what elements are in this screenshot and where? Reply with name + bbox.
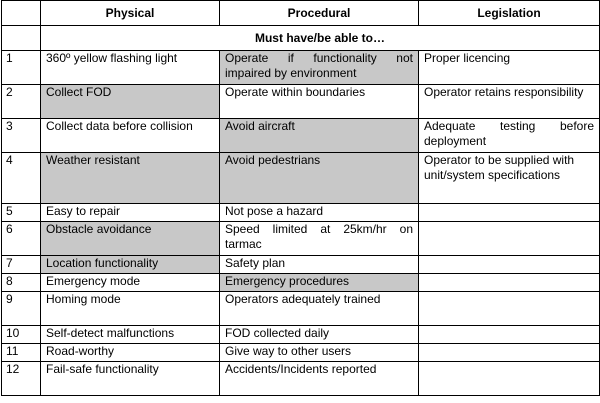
row-number: 10 (2, 326, 41, 344)
physical-cell: Emergency mode (41, 274, 220, 292)
header-legislation: Legislation (419, 1, 600, 26)
table-row (2, 256, 600, 274)
physical-cell: Self-detect malfunctions (41, 326, 220, 344)
procedural-cell: Avoid aircraft (220, 119, 419, 153)
table-row (2, 51, 600, 85)
row-number: 3 (2, 119, 41, 153)
row-number: 8 (2, 274, 41, 292)
physical-cell: Homing mode (41, 292, 220, 326)
procedural-cell: Safety plan (220, 256, 419, 274)
procedural-cell: Accidents/Incidents reported (220, 362, 419, 396)
procedural-cell: Operate within boundaries (220, 85, 419, 119)
legislation-cell: Adequate testing before deployment (419, 119, 600, 153)
row-number: 5 (2, 204, 41, 222)
legislation-cell (419, 256, 600, 274)
physical-cell: Fail-safe functionality (41, 362, 220, 396)
legislation-cell (419, 362, 600, 396)
table-row (2, 326, 600, 344)
procedural-cell: Not pose a hazard (220, 204, 419, 222)
physical-cell: Obstacle avoidance (41, 222, 220, 256)
physical-cell: Road-worthy (41, 344, 220, 362)
subheader-empty-cell (2, 26, 41, 51)
legislation-cell (419, 292, 600, 326)
procedural-cell: Give way to other users (220, 344, 419, 362)
header-number (2, 1, 41, 26)
procedural-cell: Operate if functionality not impaired by environment (220, 51, 419, 85)
row-number: 4 (2, 153, 41, 204)
procedural-cell: Avoid pedestrians (220, 153, 419, 204)
legislation-cell: Operator to be supplied with unit/system specifications (419, 153, 600, 204)
row-number: 7 (2, 256, 41, 274)
subheader-row (2, 26, 600, 51)
legislation-cell (419, 204, 600, 222)
table-row (2, 344, 600, 362)
table-row (2, 119, 600, 153)
row-number: 1 (2, 51, 41, 85)
physical-cell: 360º yellow flashing light (41, 51, 220, 85)
legislation-cell (419, 274, 600, 292)
row-number: 11 (2, 344, 41, 362)
row-number: 2 (2, 85, 41, 119)
legislation-cell: Proper licencing (419, 51, 600, 85)
procedural-cell: Emergency procedures (220, 274, 419, 292)
legislation-cell (419, 344, 600, 362)
table-row (2, 274, 600, 292)
table-row (2, 204, 600, 222)
legislation-cell (419, 326, 600, 344)
row-number: 9 (2, 292, 41, 326)
legislation-cell (419, 222, 600, 256)
header-row (2, 1, 600, 26)
physical-cell: Collect data before collision (41, 119, 220, 153)
table-row (2, 222, 600, 256)
row-number: 12 (2, 362, 41, 396)
procedural-cell: FOD collected daily (220, 326, 419, 344)
physical-cell: Location functionality (41, 256, 220, 274)
physical-cell: Easy to repair (41, 204, 220, 222)
requirements-table (1, 0, 600, 396)
table-row (2, 292, 600, 326)
procedural-cell: Operators adequately trained (220, 292, 419, 326)
physical-cell: Weather resistant (41, 153, 220, 204)
table-row (2, 362, 600, 396)
header-procedural: Procedural (220, 1, 419, 26)
row-number: 6 (2, 222, 41, 256)
subheader: Must have/be able to… (41, 26, 600, 51)
procedural-cell: Speed limited at 25km/hr on tarmac (220, 222, 419, 256)
table-row (2, 153, 600, 204)
physical-cell: Collect FOD (41, 85, 220, 119)
header-physical: Physical (41, 1, 220, 26)
legislation-cell: Operator retains responsibility (419, 85, 600, 119)
table-row (2, 85, 600, 119)
